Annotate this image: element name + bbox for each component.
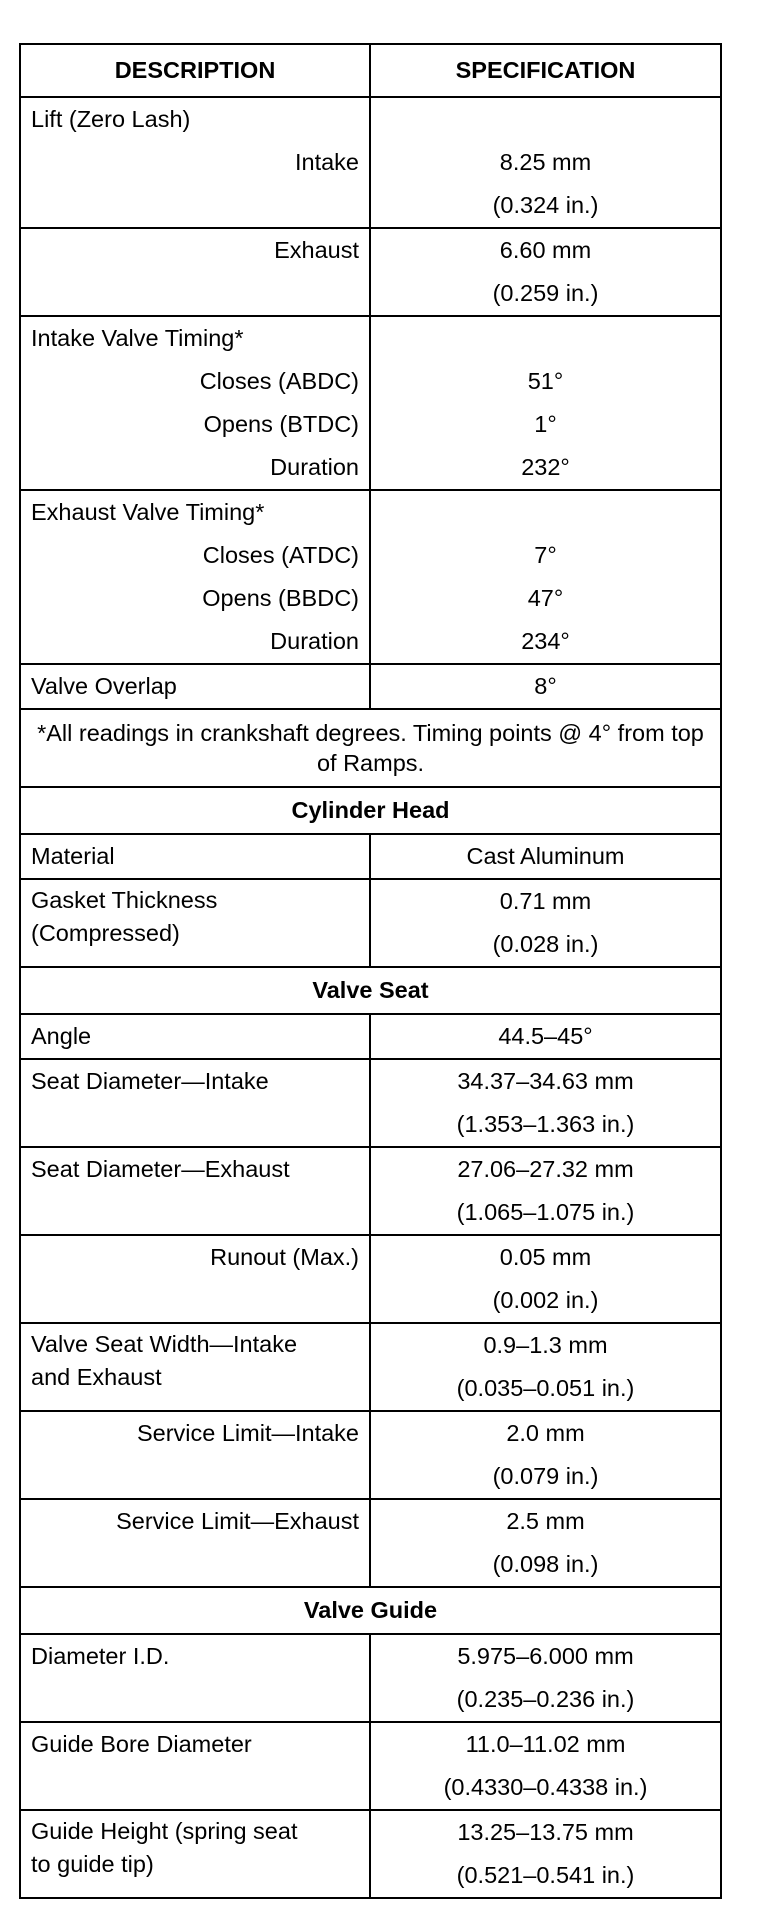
- specification-header: SPECIFICATION: [370, 44, 721, 97]
- table-row: [20, 879, 721, 967]
- seat-exhaust-mm: 27.06–27.32 mm: [457, 1156, 634, 1182]
- table-row: [20, 834, 721, 879]
- exhaust-duration-value: 234°: [521, 628, 570, 654]
- guide-height-mm: 13.25–13.75 mm: [457, 1819, 634, 1845]
- seat-exhaust-spec-cell: [370, 1147, 721, 1235]
- lift-exhaust-spec-cell: [370, 228, 721, 316]
- guide-id-description-cell: [20, 1634, 370, 1722]
- seat-intake-spec-cell: [370, 1059, 721, 1147]
- table-row: [20, 1499, 721, 1587]
- exhaust-opens-value: 47°: [527, 585, 564, 611]
- gasket-label-line-1: Gasket Thickness: [31, 887, 218, 913]
- gasket-description-cell: [20, 879, 370, 967]
- angle-label: Angle: [20, 1014, 370, 1059]
- seat-width-mm: 0.9–1.3 mm: [483, 1332, 608, 1358]
- guide-bore-description-cell: [20, 1722, 370, 1810]
- overlap-label: Valve Overlap: [20, 664, 370, 709]
- seat-exhaust-description-cell: [20, 1147, 370, 1235]
- angle-value: 44.5–45°: [370, 1014, 721, 1059]
- exhaust-closes-value: 7°: [534, 542, 557, 568]
- seat-exhaust-in: (1.065–1.075 in.): [456, 1199, 635, 1225]
- table-row: [20, 1634, 721, 1722]
- overlap-value: 8°: [370, 664, 721, 709]
- intake-timing-title: Intake Valve Timing*: [31, 325, 244, 351]
- table-row: [20, 1059, 721, 1147]
- timing-footnote: *All readings in crankshaft degrees. Timing points @ 4° from top of Ramps.: [20, 709, 721, 787]
- valve-seat-heading: Valve Seat: [20, 967, 721, 1014]
- valve-spec-table: [19, 43, 722, 1899]
- runout-in: (0.002 in.): [492, 1287, 599, 1313]
- intake-opens-label: Opens (BTDC): [203, 411, 359, 437]
- runout-mm: 0.05 mm: [499, 1244, 592, 1270]
- lift-intake-spec-cell: [370, 97, 721, 228]
- exhaust-duration-label: Duration: [270, 628, 359, 654]
- intake-opens-value: 1°: [534, 411, 557, 437]
- seat-width-description-cell: [20, 1323, 370, 1411]
- lift-exhaust-in: (0.259 in.): [492, 280, 599, 306]
- section-row: [20, 787, 721, 834]
- limit-exhaust-in: (0.098 in.): [492, 1551, 599, 1577]
- gasket-spec-cell: [370, 879, 721, 967]
- seat-width-in: (0.035–0.051 in.): [456, 1375, 635, 1401]
- exhaust-closes-label: Closes (ATDC): [202, 542, 359, 568]
- lift-intake-label: Intake: [294, 149, 359, 175]
- lift-exhaust-mm: 6.60 mm: [499, 237, 592, 263]
- seat-width-label-line-1: Valve Seat Width—Intake: [31, 1331, 298, 1357]
- table-row: [20, 1235, 721, 1323]
- lift-exhaust-description-cell: [20, 228, 370, 316]
- guide-id-label: Diameter I.D.: [31, 1643, 170, 1669]
- seat-width-label-line-2: and Exhaust: [31, 1364, 162, 1390]
- exhaust-opens-label: Opens (BBDC): [202, 585, 359, 611]
- gasket-label-line-2: (Compressed): [31, 920, 180, 946]
- guide-id-mm: 5.975–6.000 mm: [457, 1643, 634, 1669]
- seat-intake-label: Seat Diameter—Intake: [31, 1068, 269, 1094]
- lift-title: Lift (Zero Lash): [31, 106, 191, 132]
- table-row: [20, 228, 721, 316]
- guide-bore-mm: 11.0–11.02 mm: [465, 1731, 626, 1757]
- lift-description-cell: [20, 97, 370, 228]
- limit-exhaust-label: Service Limit—Exhaust: [116, 1508, 359, 1534]
- exhaust-timing-title: Exhaust Valve Timing*: [31, 499, 265, 525]
- runout-label: Runout (Max.): [210, 1244, 359, 1270]
- seat-intake-mm: 34.37–34.63 mm: [457, 1068, 634, 1094]
- guide-bore-spec-cell: [370, 1722, 721, 1810]
- intake-duration-label: Duration: [270, 454, 359, 480]
- limit-intake-spec-cell: [370, 1411, 721, 1499]
- guide-height-in: (0.521–0.541 in.): [456, 1862, 635, 1888]
- gasket-mm: 0.71 mm: [499, 888, 592, 914]
- guide-height-label-line-2: to guide tip): [31, 1851, 154, 1877]
- intake-timing-description-cell: [20, 316, 370, 490]
- intake-closes-label: Closes (ABDC): [199, 368, 359, 394]
- table-row: [20, 1147, 721, 1235]
- cylinder-head-heading: Cylinder Head: [20, 787, 721, 834]
- table-row: [20, 1323, 721, 1411]
- seat-exhaust-label: Seat Diameter—Exhaust: [31, 1156, 290, 1182]
- table-row: [20, 1014, 721, 1059]
- seat-width-spec-cell: [370, 1323, 721, 1411]
- lift-intake-mm: 8.25 mm: [499, 149, 592, 175]
- exhaust-timing-description-cell: [20, 490, 370, 664]
- runout-spec-cell: [370, 1235, 721, 1323]
- table-row: [20, 490, 721, 664]
- seat-intake-in: (1.353–1.363 in.): [456, 1111, 635, 1137]
- header-row: [20, 44, 721, 97]
- table-row: [20, 1722, 721, 1810]
- gasket-in: (0.028 in.): [492, 931, 599, 957]
- valve-guide-heading: Valve Guide: [20, 1587, 721, 1634]
- guide-bore-in: (0.4330–0.4338 in.): [443, 1774, 648, 1800]
- description-header: DESCRIPTION: [20, 44, 370, 97]
- runout-description-cell: [20, 1235, 370, 1323]
- table-row: [20, 664, 721, 709]
- limit-intake-in: (0.079 in.): [492, 1463, 599, 1489]
- lift-exhaust-label: Exhaust: [274, 237, 359, 263]
- guide-id-in: (0.235–0.236 in.): [456, 1686, 635, 1712]
- table-row: [20, 1411, 721, 1499]
- intake-duration-value: 232°: [521, 454, 570, 480]
- table-row: [20, 97, 721, 228]
- seat-intake-description-cell: [20, 1059, 370, 1147]
- limit-exhaust-spec-cell: [370, 1499, 721, 1587]
- intake-closes-value: 51°: [527, 368, 564, 394]
- exhaust-timing-spec-cell: [370, 490, 721, 664]
- table-row: [20, 316, 721, 490]
- section-row: [20, 1587, 721, 1634]
- table-row: [20, 709, 721, 787]
- guide-bore-label: Guide Bore Diameter: [31, 1731, 252, 1757]
- material-value: Cast Aluminum: [370, 834, 721, 879]
- material-label: Material: [20, 834, 370, 879]
- limit-intake-description-cell: [20, 1411, 370, 1499]
- limit-intake-label: Service Limit—Intake: [136, 1420, 359, 1446]
- guide-height-spec-cell: [370, 1810, 721, 1898]
- lift-intake-in: (0.324 in.): [492, 192, 599, 218]
- section-row: [20, 967, 721, 1014]
- table-row: [20, 1810, 721, 1898]
- guide-height-description-cell: [20, 1810, 370, 1898]
- limit-intake-mm: 2.0 mm: [506, 1420, 585, 1446]
- guide-height-label-line-1: Guide Height (spring seat: [31, 1818, 298, 1844]
- limit-exhaust-description-cell: [20, 1499, 370, 1587]
- limit-exhaust-mm: 2.5 mm: [506, 1508, 585, 1534]
- guide-id-spec-cell: [370, 1634, 721, 1722]
- intake-timing-spec-cell: [370, 316, 721, 490]
